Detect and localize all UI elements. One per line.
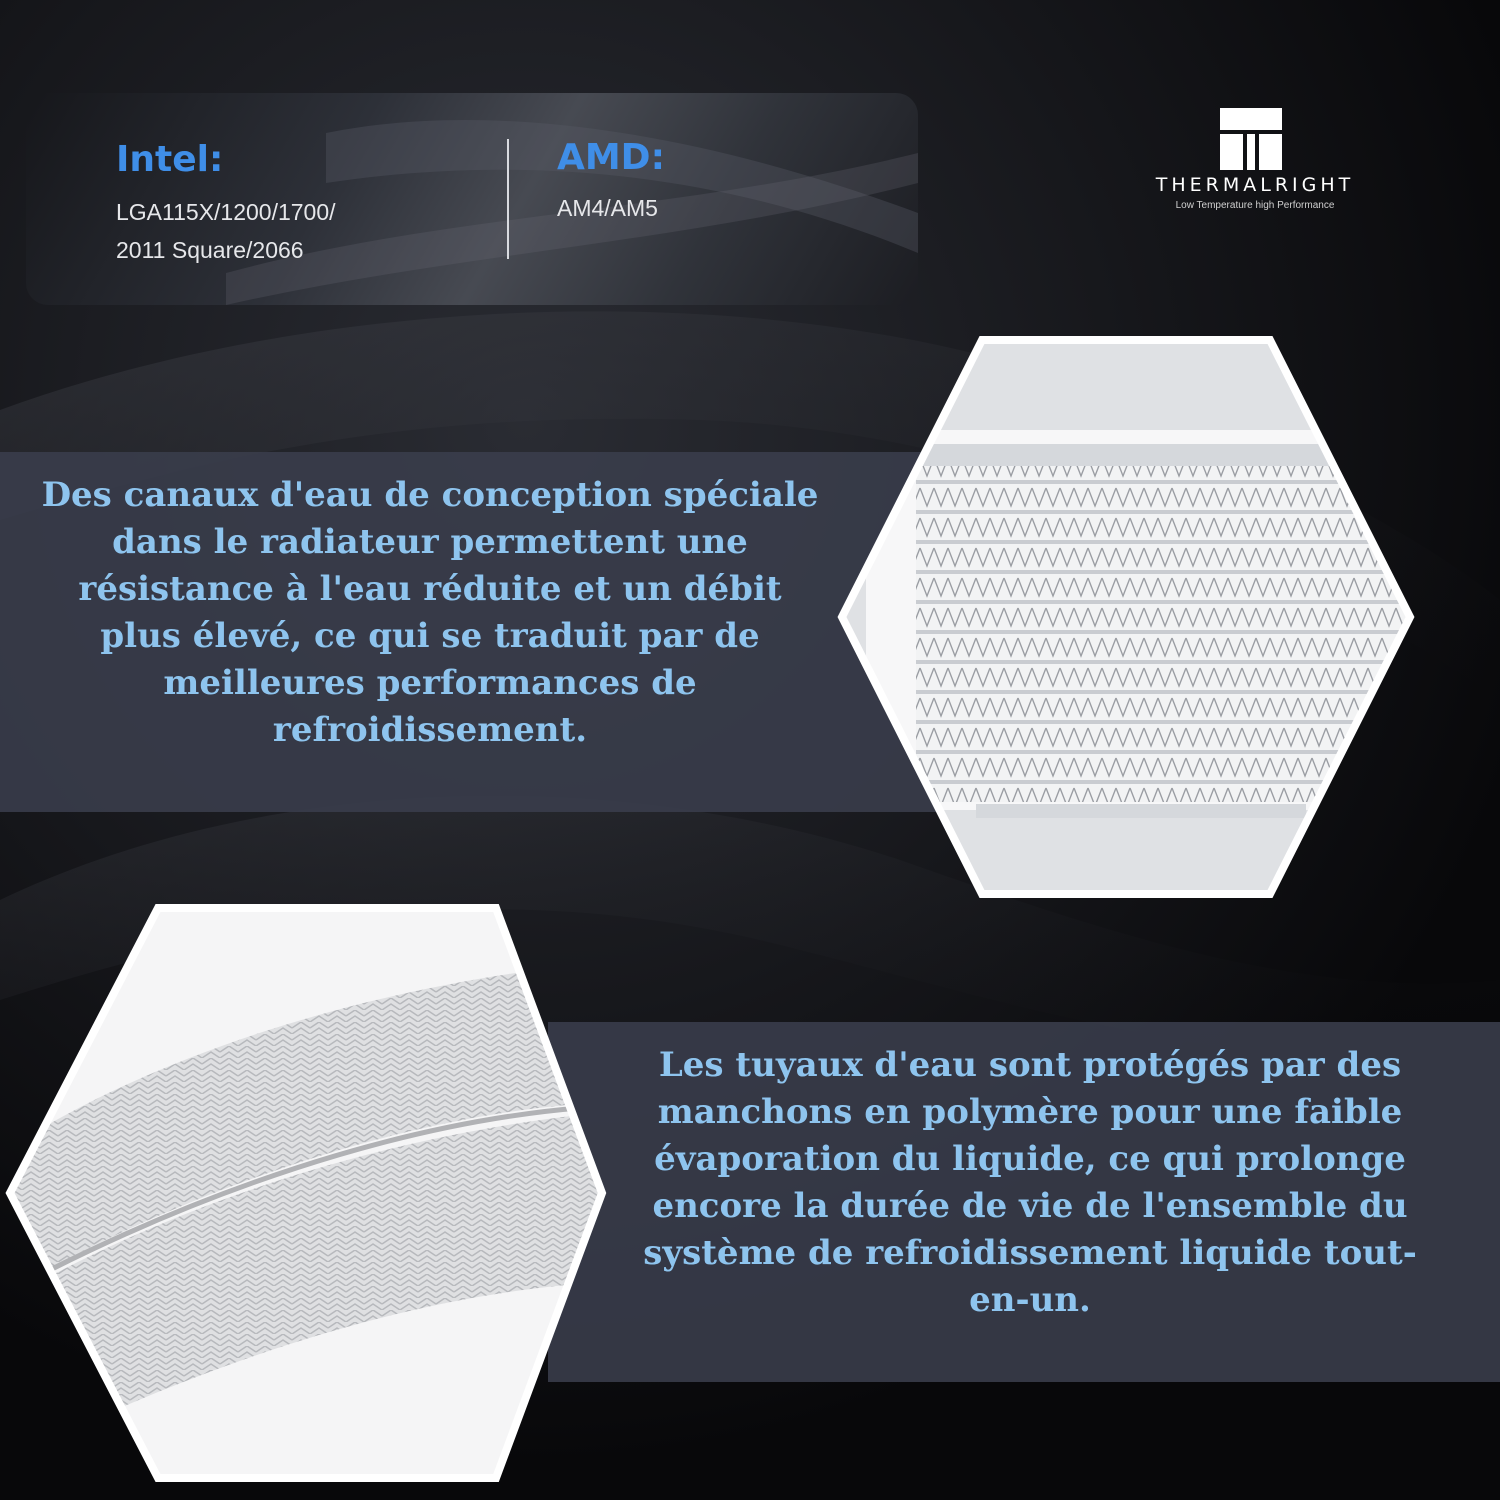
- radiator-fins-image: [836, 334, 1416, 900]
- brand-tagline: Low Temperature high Performance: [1175, 200, 1335, 211]
- thermalright-logo-icon: [1220, 108, 1282, 170]
- intel-title: Intel:: [116, 139, 224, 180]
- amd-title: AMD:: [557, 137, 665, 178]
- intel-socket-line: LGA115X/1200/1700/: [116, 199, 336, 225]
- intel-socket-line: 2011 Square/2066: [116, 237, 304, 263]
- amd-socket-list: [557, 189, 658, 227]
- brand-name: THERMALRIGHT: [1155, 174, 1355, 196]
- socket-compatibility-panel: [26, 93, 918, 305]
- braided-tubes-image: [4, 902, 608, 1484]
- amd-socket-line: AM4/AM5: [557, 195, 658, 221]
- intel-socket-list: [116, 193, 336, 269]
- feature-text-radiator: Des canaux d'eau de conception spéciale dans le radiateur permettent une résistance à l'eau réduite et un débit plus élevé, ce qui se traduit par de meilleures performances de refroidissement.: [41, 475, 819, 750]
- brand-logo: [1100, 108, 1410, 218]
- feature-text-tubes: Les tuyaux d'eau sont protégés par des manchons en polymère pour une faible évaporation du liquide, ce qui prolonge encore la durée de vie de l'ensemble du système de refroidissement liquide tout-en-un.: [643, 1045, 1417, 1320]
- vendor-divider: [507, 139, 509, 259]
